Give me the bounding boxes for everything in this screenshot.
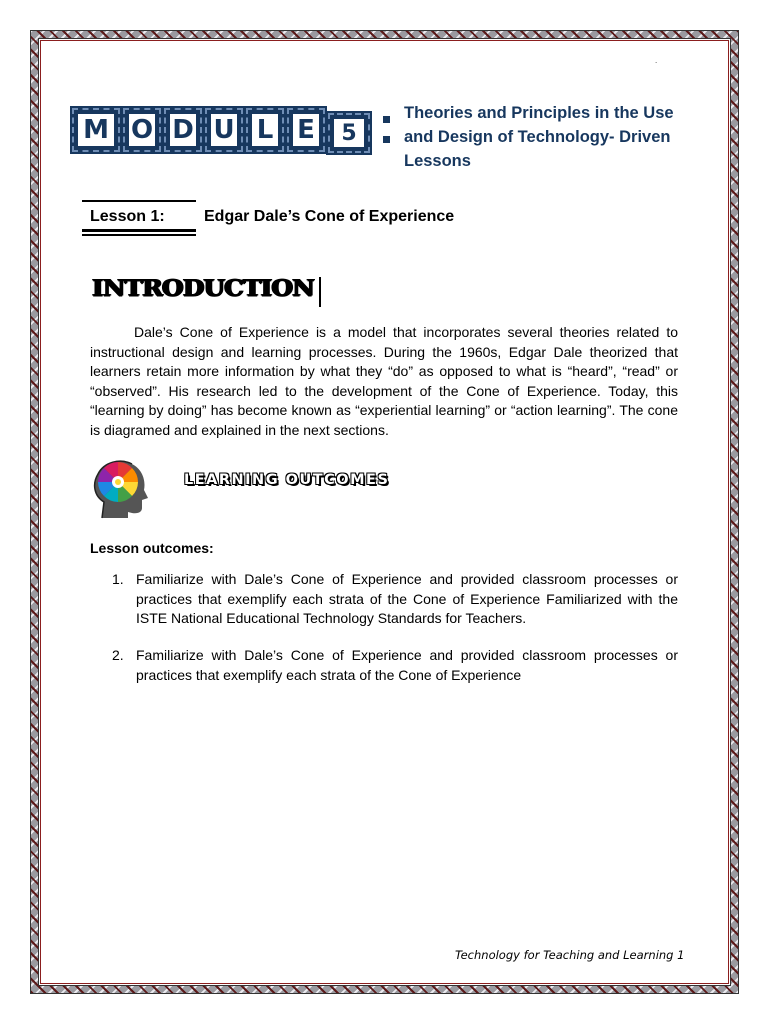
- module-subtitle: [404, 101, 724, 173]
- module-colon: [383, 108, 391, 154]
- lesson-outcomes-label: Lesson outcomes:: [90, 540, 214, 556]
- module-number-tile: [328, 113, 370, 153]
- introduction-paragraph: Dale’s Cone of Experience is a model that incorporates several theories related to instructional design and learning processes. During the 1960s, Edgar Dale theorized that learners retain more information by what they “do” as opposed to what is “heard”, “read” or “observed”. His research led to the development of the Cone of Experience. Today, this “learning by doing” has become known as “experiential learning” or “action learning”. The cone is diagramed and explained in the next sections.: [90, 324, 678, 438]
- module-letter-tile: [123, 108, 161, 152]
- outcome-text: Familiarize with Dale’s Cone of Experience and provided classroom processes or practices that exemplify each strata of the Cone of Experience Familiarized with the ISTE National Educational Technology Standards for Teachers.: [136, 571, 678, 626]
- outcome-list-item: [112, 570, 678, 629]
- text-cursor: [319, 277, 321, 307]
- lesson-label: Lesson 1:: [90, 208, 165, 225]
- module-letter-tile: [205, 108, 243, 152]
- module-letter-tile: [72, 108, 120, 152]
- outcome-list-item: [112, 646, 678, 685]
- corner-mark: .: [655, 56, 658, 65]
- module-letter: D: [170, 114, 196, 146]
- module-letter-tile: [287, 108, 325, 152]
- outcome-number: 1.: [112, 571, 124, 587]
- outcome-number: 2.: [112, 647, 124, 663]
- module-letter-tile: [164, 108, 202, 152]
- page-footer: Technology for Teaching and Learning 1: [455, 948, 685, 962]
- module-subtitle-line: and Design of Technology- Driven: [404, 128, 671, 146]
- outcome-text: Familiarize with Dale’s Cone of Experience and provided classroom processes or practices that exemplify each strata of the Cone of Experience: [136, 647, 678, 683]
- introduction-heading: INTRODUCTION: [92, 275, 315, 302]
- module-title-tiles: [72, 108, 325, 152]
- lesson-title: Edgar Dale’s Cone of Experience: [204, 208, 455, 225]
- module-number: 5: [334, 119, 364, 147]
- module-subtitle-line: Lessons: [404, 152, 471, 170]
- module-letter: E: [293, 114, 319, 146]
- module-letter: L: [252, 114, 278, 146]
- module-letter: O: [130, 115, 154, 145]
- learning-outcomes-heading: LEARNING OUTCOMES: [184, 472, 390, 488]
- module-letter-tile: [246, 108, 284, 152]
- module-letter: M: [78, 114, 114, 146]
- module-subtitle-line: Theories and Principles in the Use: [404, 104, 674, 122]
- module-letter: U: [211, 114, 237, 146]
- colorful-head-icon: [88, 452, 152, 522]
